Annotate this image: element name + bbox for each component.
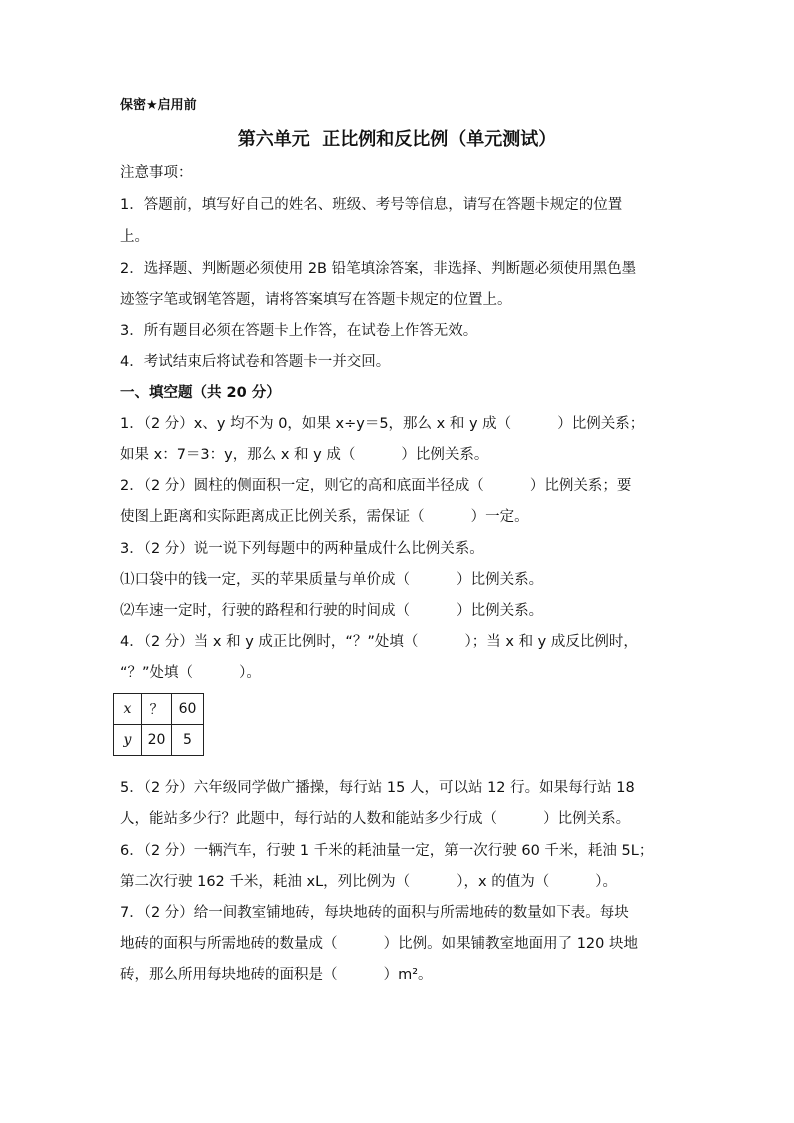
question-line: 使图上距离和实际距离成正比例关系，需保证（ ）一定。	[120, 509, 529, 525]
question-line: 3．（2 分）说一说下列每题中的两种量成什么比例关系。	[120, 541, 484, 557]
notice-heading: 注意事项：	[120, 165, 193, 181]
question-line: ⑵车速一定时，行驶的路程和行驶的时间成（ ）比例关系。	[120, 603, 544, 619]
xy-table	[113, 693, 204, 756]
question-line: 6．（2 分）一辆汽车，行驶 1 千米的耗油量一定，第一次行驶 60 千米，耗油 5L；	[120, 843, 654, 859]
question-line: 人，能站多少行？此题中，每行站的人数和能站多少行成（ ）比例关系。	[120, 811, 631, 827]
table-row	[114, 725, 204, 756]
question-line: 4．（2 分）当 x 和 y 成正比例时，“？”处填（ ）；当 x 和 y 成反比例时，	[120, 634, 638, 650]
question-line: 1．（2 分）x、y 均不为 0，如果 x÷y＝5，那么 x 和 y 成（ ）比例关系；	[120, 416, 645, 432]
table-row	[114, 694, 204, 725]
table-cell: y	[114, 725, 142, 756]
notice-line: 1．答题前，填写好自己的姓名、班级、考号等信息，请写在答题卡规定的位置	[120, 197, 623, 213]
notice-line: 2．选择题、判断题必须使用 2B 铅笔填涂答案，非选择、判断题必须使用黑色墨	[120, 261, 637, 277]
question-line: 第二次行驶 162 千米，耗油 xL，列比例为（ ），x 的值为（ ）。	[120, 874, 618, 890]
question-line: 5．（2 分）六年级同学做广播操，每行站 15 人，可以站 12 行。如果每行站 18	[120, 780, 635, 796]
notice-line: 迹签字笔或钢笔答题，请将答案填写在答题卡规定的位置上。	[120, 292, 512, 308]
table-cell: ？	[142, 694, 172, 725]
question-line: 地砖的面积与所需地砖的数量成（ ）比例。如果铺教室地面用了 120 块地	[120, 936, 638, 952]
question-line: 砖，那么所用每块地砖的面积是（ ）m²。	[120, 967, 433, 983]
notice-line: 3．所有题目必须在答题卡上作答，在试卷上作答无效。	[120, 323, 478, 339]
notice-line: 4．考试结束后将试卷和答题卡一并交回。	[120, 354, 391, 370]
table-cell: 5	[172, 725, 204, 756]
question-line: 2．（2 分）圆柱的侧面积一定，则它的高和底面半径成（ ）比例关系；要	[120, 478, 632, 494]
section-heading: 一、填空题（共 20 分）	[120, 385, 281, 401]
question-line: 7．（2 分）给一间教室铺地砖，每块地砖的面积与所需地砖的数量如下表。每块	[120, 905, 629, 921]
page-title: 第六单元 正比例和反比例（单元测试）	[237, 129, 557, 150]
secret-mark: 保密★启用前	[120, 98, 197, 113]
table-cell: x	[114, 694, 142, 725]
question-line: ⑴口袋中的钱一定，买的苹果质量与单价成（ ）比例关系。	[120, 572, 544, 588]
notice-line: 上。	[120, 229, 149, 245]
table-cell: 60	[172, 694, 204, 725]
question-line: 如果 x：7＝3：y，那么 x 和 y 成（ ）比例关系。	[120, 447, 489, 463]
table-cell: 20	[142, 725, 172, 756]
question-line: “？”处填（ ）。	[120, 665, 261, 681]
